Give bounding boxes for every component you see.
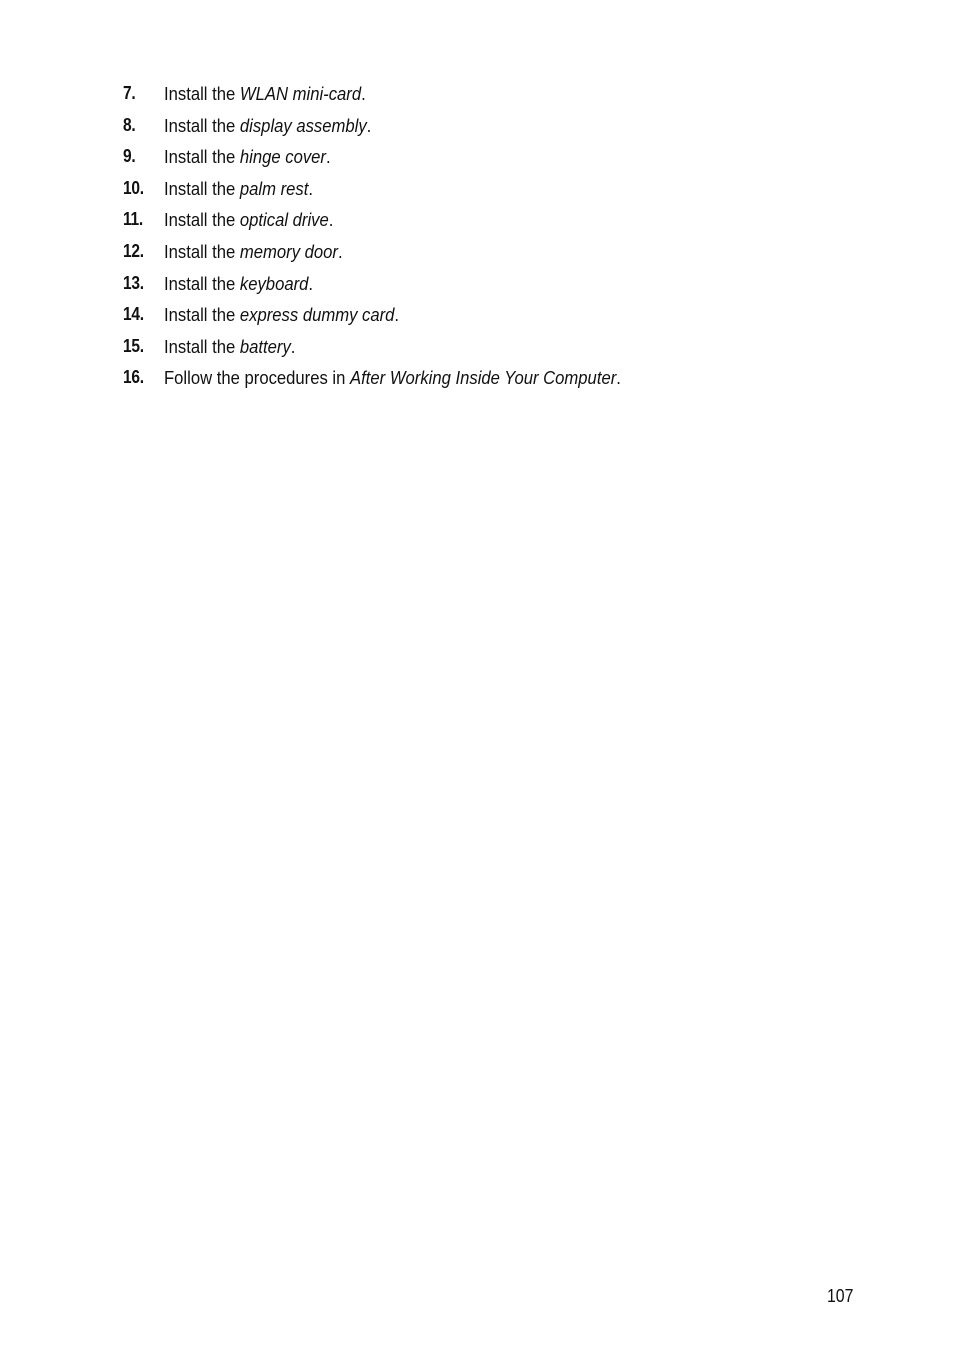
step-text bbox=[164, 78, 366, 110]
step-prefix: Follow the procedures in bbox=[164, 367, 351, 389]
step-reference-link[interactable]: display assembly bbox=[239, 114, 367, 136]
step-reference-link[interactable]: express dummy card bbox=[239, 304, 395, 326]
step-reference-link[interactable]: optical drive bbox=[239, 209, 329, 231]
step-suffix: . bbox=[366, 114, 372, 136]
step-text bbox=[164, 173, 313, 205]
step-prefix: Install the bbox=[164, 335, 240, 357]
step-suffix: . bbox=[337, 240, 343, 262]
step-suffix: . bbox=[325, 146, 331, 168]
step-text bbox=[164, 299, 399, 331]
step-prefix: Install the bbox=[164, 209, 240, 231]
step-prefix: Install the bbox=[164, 83, 240, 104]
step-suffix: . bbox=[361, 83, 366, 104]
step-prefix: Install the bbox=[164, 304, 240, 326]
step-prefix: Install the bbox=[164, 272, 240, 294]
step-suffix: . bbox=[308, 177, 313, 199]
step-prefix: Install the bbox=[164, 177, 240, 199]
step-suffix: . bbox=[616, 367, 621, 389]
step-number: 10. bbox=[123, 177, 144, 198]
step-reference-link[interactable]: palm rest bbox=[239, 177, 309, 199]
step-reference-link[interactable]: WLAN mini-card bbox=[239, 83, 362, 104]
step-number: 13. bbox=[123, 272, 144, 293]
step-number: 7. bbox=[123, 83, 136, 103]
step-prefix: Install the bbox=[164, 240, 240, 262]
step-number: 9. bbox=[123, 146, 136, 167]
step-number: 8. bbox=[123, 114, 136, 135]
step-number: 16. bbox=[123, 367, 144, 388]
page-number: 107 bbox=[827, 1286, 854, 1306]
step-text bbox=[164, 141, 331, 173]
step-reference-link[interactable]: memory door bbox=[239, 240, 338, 262]
step-number: 14. bbox=[123, 304, 144, 325]
step-text bbox=[164, 362, 621, 394]
step-suffix: . bbox=[290, 335, 296, 357]
step-reference-link[interactable]: After Working Inside Your Computer bbox=[350, 367, 617, 389]
step-text bbox=[164, 268, 313, 300]
step-reference-link[interactable]: hinge cover bbox=[239, 146, 326, 168]
step-suffix: . bbox=[394, 304, 400, 326]
step-reference-link[interactable]: battery bbox=[239, 335, 291, 357]
step-text bbox=[164, 110, 371, 142]
step-text bbox=[164, 204, 333, 236]
step-suffix: . bbox=[308, 272, 314, 294]
step-number: 12. bbox=[123, 240, 144, 261]
step-text bbox=[164, 331, 295, 363]
step-reference-link[interactable]: keyboard bbox=[239, 272, 309, 294]
step-text bbox=[164, 236, 343, 268]
step-prefix: Install the bbox=[164, 146, 240, 168]
step-prefix: Install the bbox=[164, 114, 240, 136]
step-number: 11. bbox=[123, 209, 143, 230]
step-number: 15. bbox=[123, 335, 144, 356]
step-suffix: . bbox=[328, 209, 334, 231]
